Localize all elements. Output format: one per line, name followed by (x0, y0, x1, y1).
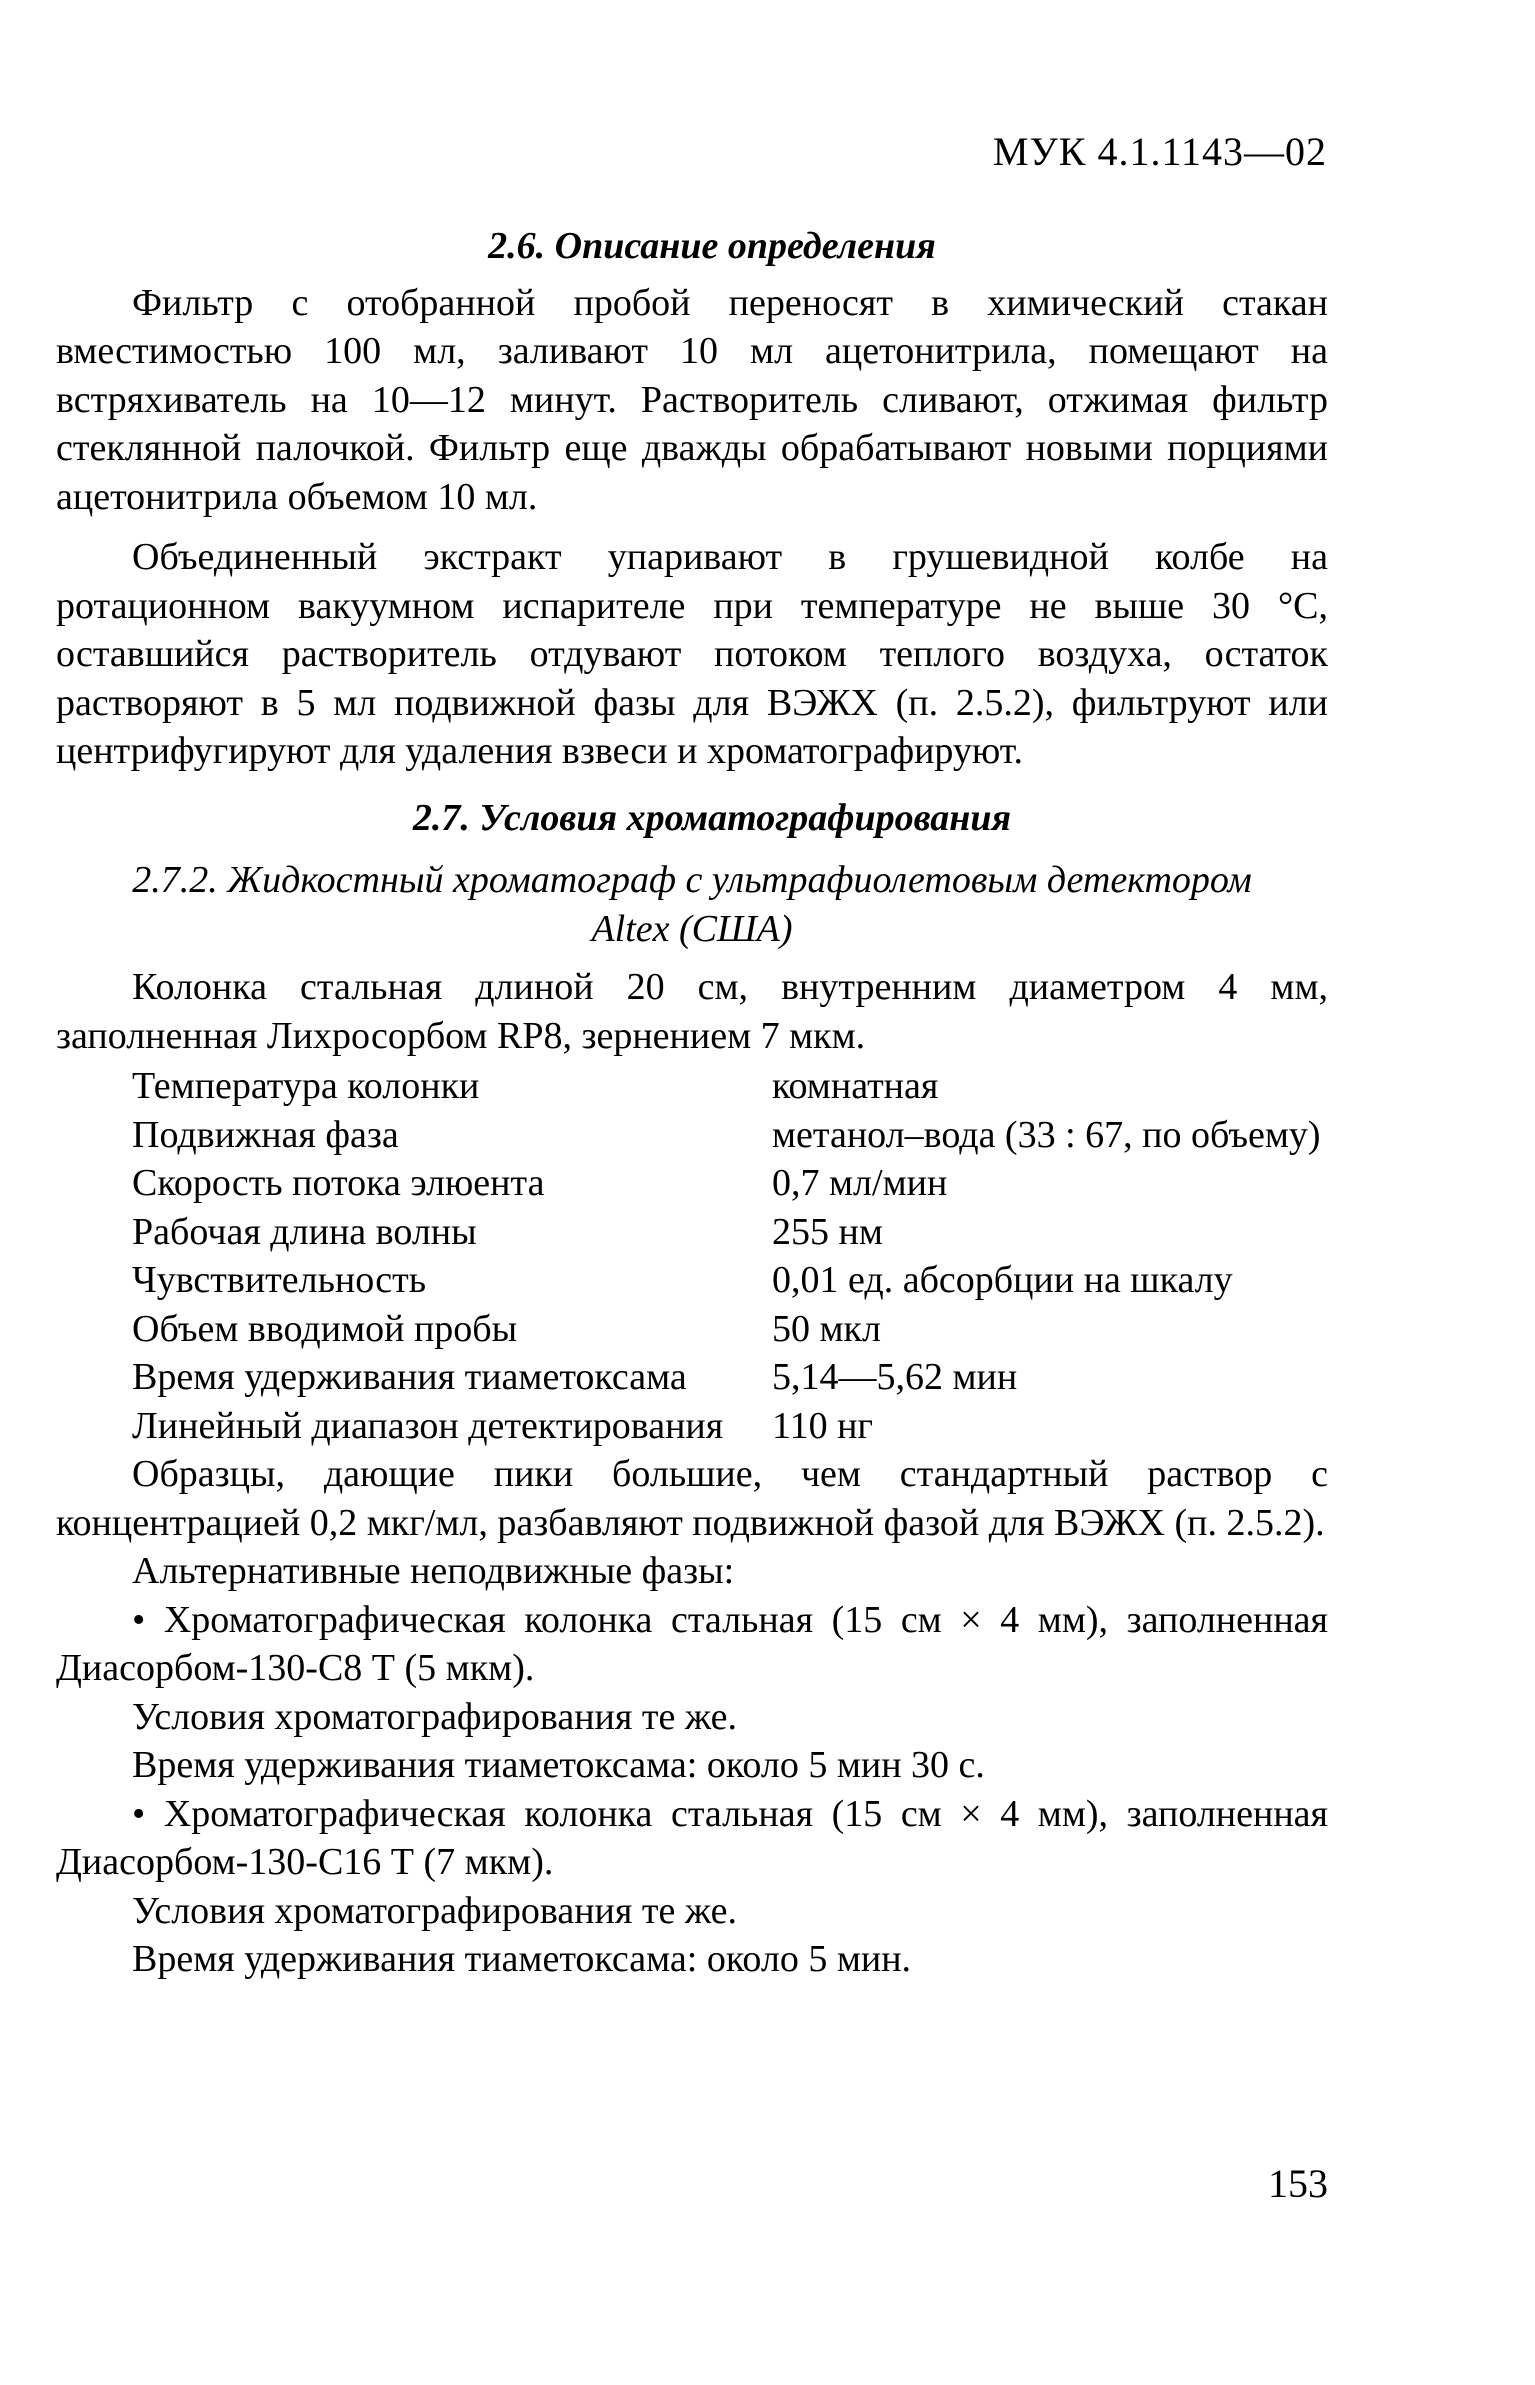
parameter-row (132, 1305, 1328, 1354)
section-2-6-paragraph-2: Объединенный экстракт упаривают в грушевидной колбе на ротационном вакуумном испарителе при температуре не выше 30 °С, оставшийся растворитель отдувают потоком теплого воздуха, остаток растворяют в 5 мл подвижной фазы для ВЭЖХ (п. 2.5.2), фильтруют или центрифугируют для удаления взвеси и хроматографируют. (56, 536, 1328, 772)
section-2-6-title: 2.6. Описание определения (488, 225, 936, 267)
parameter-name: Температура колонки (132, 1065, 480, 1107)
parameters-table (132, 1062, 1328, 1450)
alternative-phase-1-retention: Время удерживания тиаметоксама: около 5 мин 30 с. (132, 1744, 985, 1786)
parameter-row (132, 1402, 1328, 1451)
alternative-phase-2: • Хроматографическая колонка стальная (15 см × 4 мм), заполненная Диасорбом-130-С16 Т (7 мкм). (56, 1792, 1328, 1883)
parameter-name: Время удерживания тиаметоксама (132, 1356, 687, 1398)
alternative-phase-1: • Хроматографическая колонка стальная (15 см × 4 мм), заполненная Диасорбом-130-С8 Т (5 мкм). (56, 1598, 1328, 1689)
parameter-value: 50 мкл (772, 1307, 881, 1350)
parameter-row (132, 1111, 1328, 1160)
alternative-phase-2-conditions: Условия хроматографирования те же. (132, 1889, 737, 1932)
parameter-row (132, 1062, 1328, 1111)
document-code: МУК 4.1.1143—02 (992, 129, 1327, 174)
dilution-note: Образцы, дающие пики большие, чем стандартный раствор с концентрацией 0,2 мкг/мл, разбавляют подвижной фазой для ВЭЖХ (п. 2.5.2). (56, 1453, 1328, 1544)
parameter-name: Подвижная фаза (132, 1113, 399, 1156)
parameter-name: Объем вводимой пробы (132, 1307, 518, 1350)
parameter-name: Рабочая длина волны (132, 1210, 477, 1253)
subtitle-line-1: 2.7.2. Жидкостный хроматограф с ультрафиолетовым детектором (132, 859, 1252, 901)
parameter-value: 0,01 ед. абсорбции на шкалу (772, 1259, 1233, 1301)
page-number: 153 (1268, 2161, 1328, 2206)
parameter-name: Линейный диапазон детектирования (132, 1404, 724, 1447)
parameter-value: 255 нм (772, 1210, 883, 1253)
alternative-phase-1-conditions: Условия хроматографирования те же. (132, 1695, 737, 1738)
parameter-row (132, 1353, 1328, 1402)
parameter-row (132, 1256, 1328, 1305)
subtitle-line-2: Altex (США) (591, 907, 793, 950)
alternative-phases-label: Альтернативные неподвижные фазы: (132, 1550, 735, 1592)
parameter-value: комнатная (772, 1065, 939, 1107)
section-2-7-title: 2.7. Условия хроматографирования (412, 796, 1012, 839)
section-2-7-2-subtitle (56, 856, 1328, 953)
parameter-name: Скорость потока элюента (132, 1162, 545, 1204)
parameter-value: 5,14—5,62 мин (772, 1356, 1018, 1398)
parameter-row (132, 1208, 1328, 1257)
column-description: Колонка стальная длиной 20 см, внутренним диаметром 4 мм, заполненная Лихросорбом RP8, зернением 7 мкм. (56, 966, 1328, 1057)
parameter-value: 0,7 мл/мин (772, 1162, 948, 1204)
parameter-value: 110 нг (772, 1404, 874, 1447)
parameter-value: метанол–вода (33 : 67, по объему) (772, 1113, 1321, 1156)
parameter-name: Чувствительность (132, 1259, 427, 1301)
section-2-6-paragraph-1: Фильтр с отобранной пробой переносят в химический стакан вместимостью 100 мл, заливают 10 мл ацетонитрила, помещают на встряхиватель на 10—12 минут. Растворитель сливают, отжимая фильтр стеклянной палочкой. Фильтр еще дважды обрабатывают новыми порциями ацетонитрила объемом 10 мл. (56, 281, 1328, 518)
parameter-row (132, 1159, 1328, 1208)
alternative-phase-2-retention: Время удерживания тиаметоксама: около 5 мин. (132, 1938, 912, 1980)
page-content (56, 222, 1328, 1984)
